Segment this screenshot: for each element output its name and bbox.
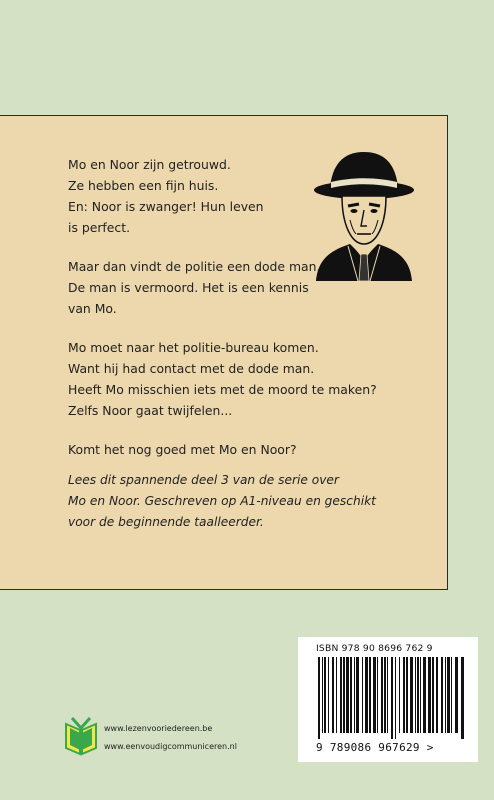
blurb-paragraph-3: Mo moet naar het politie-bureau komen. Want hij had contact met de dode man. Heeft Mo misschien iets met de moord te maken? Zelfs Noor gaat twijfelen... bbox=[68, 340, 377, 418]
barcode-bar bbox=[461, 657, 464, 739]
detective-illustration bbox=[312, 146, 416, 281]
barcode-bar bbox=[447, 657, 450, 733]
barcode-bars bbox=[316, 657, 470, 739]
blurb-paragraph-2: Maar dan vindt de politie een dode man. De man is vermoord. Het is een kennis van Mo. bbox=[68, 259, 321, 316]
barcode-bar bbox=[410, 657, 413, 733]
blurb-paragraph-1: Mo en Noor zijn getrouwd. Ze hebben een fijn huis. En: Noor is zwanger! Hun leven is perfect. bbox=[68, 157, 264, 235]
barcode-bar bbox=[391, 657, 393, 739]
book-logo-icon bbox=[64, 716, 98, 756]
barcode-bar bbox=[324, 657, 326, 733]
barcode-bar bbox=[381, 657, 383, 733]
publisher-url-1[interactable]: www.lezenvooriedereen.be bbox=[104, 724, 213, 733]
barcode-bar bbox=[420, 657, 421, 733]
barcode-bar bbox=[373, 657, 376, 733]
barcode-bar bbox=[384, 657, 386, 733]
barcode-bar bbox=[365, 657, 368, 733]
barcode-bar bbox=[343, 657, 345, 733]
barcode-bar bbox=[428, 657, 431, 733]
barcode-bar bbox=[395, 657, 396, 739]
barcode-bar bbox=[350, 657, 352, 733]
barcode-bar bbox=[336, 657, 337, 733]
barcode-bar bbox=[423, 657, 426, 733]
isbn-label: ISBN 978 90 8696 762 9 bbox=[316, 643, 433, 654]
barcode-bar bbox=[387, 657, 388, 733]
publisher-urls bbox=[104, 720, 237, 756]
barcode-bar bbox=[455, 657, 458, 733]
barcode-bar bbox=[328, 657, 329, 733]
barcode-bar bbox=[441, 657, 443, 733]
barcode-bar bbox=[432, 657, 434, 733]
barcode-bar bbox=[399, 657, 400, 733]
barcode-bar bbox=[369, 657, 371, 733]
barcode-bar bbox=[417, 657, 419, 733]
barcode-bar bbox=[346, 657, 349, 733]
barcode-bar bbox=[445, 657, 446, 733]
publisher-url-2[interactable]: www.eenvoudigcommuniceren.nl bbox=[104, 742, 237, 751]
blurb-paragraph-4: Komt het nog goed met Mo en Noor? bbox=[68, 442, 297, 457]
barcode-bar bbox=[451, 657, 452, 733]
barcode-bar bbox=[332, 657, 334, 733]
barcode-bar bbox=[340, 657, 342, 733]
series-note: Lees dit spannende deel 3 van de serie over Mo en Noor. Geschreven op A1-niveau en geschikt voor de beginnende taalleerder. bbox=[68, 473, 376, 529]
blurb-panel bbox=[0, 115, 448, 590]
barcode-bar bbox=[377, 657, 378, 733]
barcode-bar bbox=[318, 657, 320, 739]
barcode-number: 9 789086 967629 > bbox=[316, 741, 434, 754]
barcode-bar bbox=[406, 657, 408, 733]
barcode-bar bbox=[322, 657, 323, 733]
barcode-bar bbox=[403, 657, 405, 733]
barcode-bar bbox=[354, 657, 355, 733]
barcode-bar bbox=[362, 657, 363, 733]
barcode bbox=[298, 637, 478, 762]
barcode-bar bbox=[415, 657, 416, 733]
barcode-bar bbox=[436, 657, 438, 733]
barcode-bar bbox=[356, 657, 359, 733]
